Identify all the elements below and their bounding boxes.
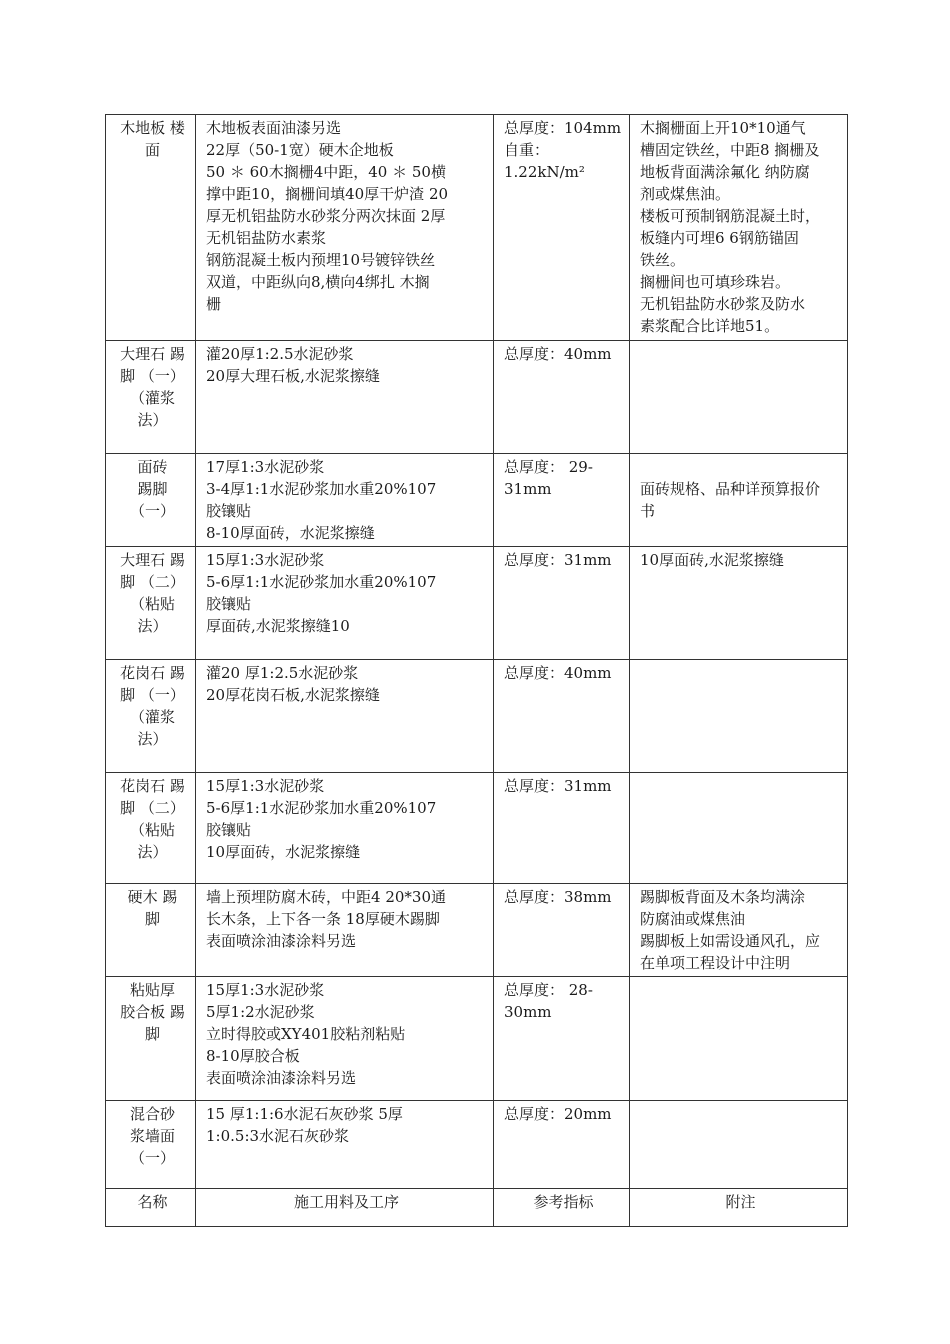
process-line: 胶镶贴 (206, 502, 252, 520)
note-line: 面砖规格、品种详预算报价 (640, 480, 821, 498)
name-line: 法） (137, 411, 168, 429)
name-line: （粘贴 (129, 821, 175, 839)
name-line: （灌浆 (129, 389, 175, 407)
process-line: 立时得胶或XY401胶粘剂粘贴 (206, 1025, 406, 1043)
table-row (106, 1101, 848, 1189)
construction-spec-table (105, 114, 848, 1227)
process-line: 灌20 厚1:2.5水泥砂浆 (206, 664, 359, 682)
note-line: 木搁栅面上开10*10通气 (640, 119, 806, 137)
cell-name (106, 884, 196, 977)
cell-index (494, 773, 630, 884)
index-line: 总厚度：40mm (504, 664, 612, 682)
name-line: 大理石 踢 (120, 345, 185, 363)
process-line: 撑中距10，搁栅间填40厚干炉渣 20 (206, 185, 449, 203)
cell-index (494, 454, 630, 547)
process-line: 10厚面砖，水泥浆擦缝 (206, 843, 361, 861)
table-row (106, 884, 848, 977)
header-process: 施工用料及工序 (196, 1189, 494, 1227)
name-line: （灌浆 (129, 708, 175, 726)
process-line: 表面喷涂油漆涂料另选 (206, 932, 357, 950)
index-line: 总厚度： 28- (504, 981, 593, 999)
note-line: 书 (640, 502, 656, 520)
cell-note (630, 547, 848, 660)
table-row (106, 341, 848, 454)
process-line: 8-10厚胶合板 (206, 1047, 300, 1065)
cell-name (106, 454, 196, 547)
name-line: 脚 （二） (120, 573, 185, 591)
cell-process (196, 660, 494, 773)
cell-name (106, 977, 196, 1101)
cell-note (630, 773, 848, 884)
name-line: 大理石 踢 (120, 551, 185, 569)
cell-name (106, 660, 196, 773)
index-line: 30mm (504, 1003, 552, 1021)
cell-index (494, 341, 630, 454)
cell-note (630, 454, 848, 547)
note-line (640, 456, 841, 478)
name-line: （一） (129, 502, 175, 520)
cell-note (630, 660, 848, 773)
process-line: 8-10厚面砖，水泥浆擦缝 (206, 524, 375, 542)
index-line: 自重：1.22kN/m² (504, 141, 585, 181)
spec-rows (106, 115, 848, 1189)
note-line: 防腐油或煤焦油 (640, 910, 746, 928)
note-line: 剂或煤焦油。 (640, 185, 731, 203)
process-line: 表面喷涂油漆涂料另选 (206, 1069, 357, 1087)
cell-index (494, 115, 630, 341)
name-line: 脚 (144, 1025, 160, 1043)
cell-process (196, 977, 494, 1101)
process-line: 木地板表面油漆另选 (206, 119, 342, 137)
cell-process (196, 341, 494, 454)
name-line: （一） (129, 1149, 175, 1167)
name-line: 法） (137, 730, 168, 748)
process-line: 5厚1:2水泥砂浆 (206, 1003, 315, 1021)
name-line: 脚 (144, 910, 160, 928)
header-note: 附注 (630, 1189, 848, 1227)
note-line: 踢脚板背面及木条均满涂 (640, 888, 806, 906)
cell-name (106, 115, 196, 341)
index-line: 总厚度： 29- (504, 458, 593, 476)
cell-name (106, 773, 196, 884)
process-line: 5-6厚1:1水泥砂浆加水重20%107 (206, 799, 437, 817)
process-line: 灌20厚1:2.5水泥砂浆 (206, 345, 354, 363)
process-line: 胶镶贴 (206, 595, 252, 613)
note-line: 楼板可预制钢筋混凝土时， (640, 207, 821, 225)
index-line: 总厚度：38mm (504, 888, 612, 906)
name-line: 胶合板 踢 (120, 1003, 185, 1021)
cell-process (196, 773, 494, 884)
process-line: 钢筋混凝土板内预埋10号镀锌铁丝 (206, 251, 436, 269)
process-line: 15厚1:3水泥砂浆 (206, 981, 325, 999)
name-line: 面 (144, 141, 160, 159)
cell-name (106, 547, 196, 660)
name-line: （粘贴 (129, 595, 175, 613)
cell-note (630, 977, 848, 1101)
note-line: 踢脚板上如需设通风孔，应 (640, 932, 821, 950)
process-line: 15厚1:3水泥砂浆 (206, 777, 325, 795)
index-line: 总厚度：40mm (504, 345, 612, 363)
cell-index (494, 547, 630, 660)
table-row (106, 977, 848, 1101)
cell-process (196, 1101, 494, 1189)
process-line: 20厚大理石板,水泥浆擦缝 (206, 367, 380, 385)
cell-name (106, 341, 196, 454)
process-line: 长木条，上下各一条 18厚硬木踢脚 (206, 910, 440, 928)
note-line: 地板背面满涂氟化 纳防腐 (640, 163, 810, 181)
index-line: 总厚度：31mm (504, 551, 612, 569)
name-line: 脚 （一） (120, 686, 185, 704)
cell-index (494, 977, 630, 1101)
index-line: 总厚度：20mm (504, 1105, 612, 1123)
name-line: 粘贴厚 (129, 981, 175, 999)
header-index: 参考指标 (494, 1189, 630, 1227)
note-line: 搁栅间也可填珍珠岩。 (640, 273, 791, 291)
table-row (106, 773, 848, 884)
name-line: 脚 （二） (120, 799, 185, 817)
name-line: 脚 （一） (120, 367, 185, 385)
cell-index (494, 1101, 630, 1189)
name-line: 面砖 (137, 458, 168, 476)
process-line: 3-4厚1:1水泥砂浆加水重20%107 (206, 480, 437, 498)
name-line: 浆墙面 (129, 1127, 175, 1145)
cell-process (196, 547, 494, 660)
cell-note (630, 1101, 848, 1189)
cell-index (494, 884, 630, 977)
cell-process (196, 454, 494, 547)
process-line: 22厚（50-1宽）硬木企地板 (206, 141, 394, 159)
cell-name (106, 1101, 196, 1189)
cell-note (630, 341, 848, 454)
cell-process (196, 115, 494, 341)
table-row (106, 454, 848, 547)
header-row (106, 1189, 848, 1227)
note-line: 素浆配合比详地51。 (640, 317, 780, 335)
process-line: 厚面砖,水泥浆擦缝10 (206, 617, 350, 635)
cell-note (630, 884, 848, 977)
cell-note (630, 115, 848, 341)
note-line: 10厚面砖,水泥浆擦缝 (640, 551, 784, 569)
process-line: 1:0.5:3水泥石灰砂浆 (206, 1127, 350, 1145)
process-line: 无机铝盐防水素浆 (206, 229, 327, 247)
index-line: 总厚度：104mm (504, 119, 622, 137)
name-line: 花岗石 踢 (120, 777, 185, 795)
note-line: 在单项工程设计中注明 (640, 954, 791, 972)
name-line: 硬木 踢 (127, 888, 178, 906)
process-line: 双道，中距纵向8,横向4绑扎 木搁 (206, 273, 430, 291)
process-line: 厚无机铝盐防水砂浆分两次抹面 2厚 (206, 207, 446, 225)
note-line: 无机铝盐防水砂浆及防水 (640, 295, 806, 313)
name-line: 木地板 楼 (120, 119, 185, 137)
table-row (106, 547, 848, 660)
header-name: 名称 (106, 1189, 196, 1227)
name-line: 花岗石 踢 (120, 664, 185, 682)
note-line: 板缝内可埋6 6钢筋锚固 (640, 229, 799, 247)
process-line: 50 ＊ 60木搁栅4中距，40 ＊ 50横 (206, 163, 446, 181)
process-line: 20厚花岗石板,水泥浆擦缝 (206, 686, 380, 704)
process-line: 5-6厚1:1水泥砂浆加水重20%107 (206, 573, 437, 591)
name-line: 法） (137, 843, 168, 861)
note-line: 槽固定铁丝，中距8 搁栅及 (640, 141, 820, 159)
process-line: 墙上预埋防腐木砖，中距4 20*30通 (206, 888, 446, 906)
table-row (106, 660, 848, 773)
cell-process (196, 884, 494, 977)
process-line: 15厚1:3水泥砂浆 (206, 551, 325, 569)
process-line: 17厚1:3水泥砂浆 (206, 458, 325, 476)
name-line: 混合砂 (129, 1105, 175, 1123)
index-line: 31mm (504, 480, 552, 498)
index-line: 总厚度：31mm (504, 777, 612, 795)
name-line: 踢脚 (137, 480, 168, 498)
table-row (106, 115, 848, 341)
process-line: 栅 (206, 295, 222, 313)
cell-index (494, 660, 630, 773)
process-line: 15 厚1:1:6水泥石灰砂浆 5厚 (206, 1105, 403, 1123)
note-line: 铁丝。 (640, 251, 686, 269)
process-line: 胶镶贴 (206, 821, 252, 839)
name-line: 法） (137, 617, 168, 635)
